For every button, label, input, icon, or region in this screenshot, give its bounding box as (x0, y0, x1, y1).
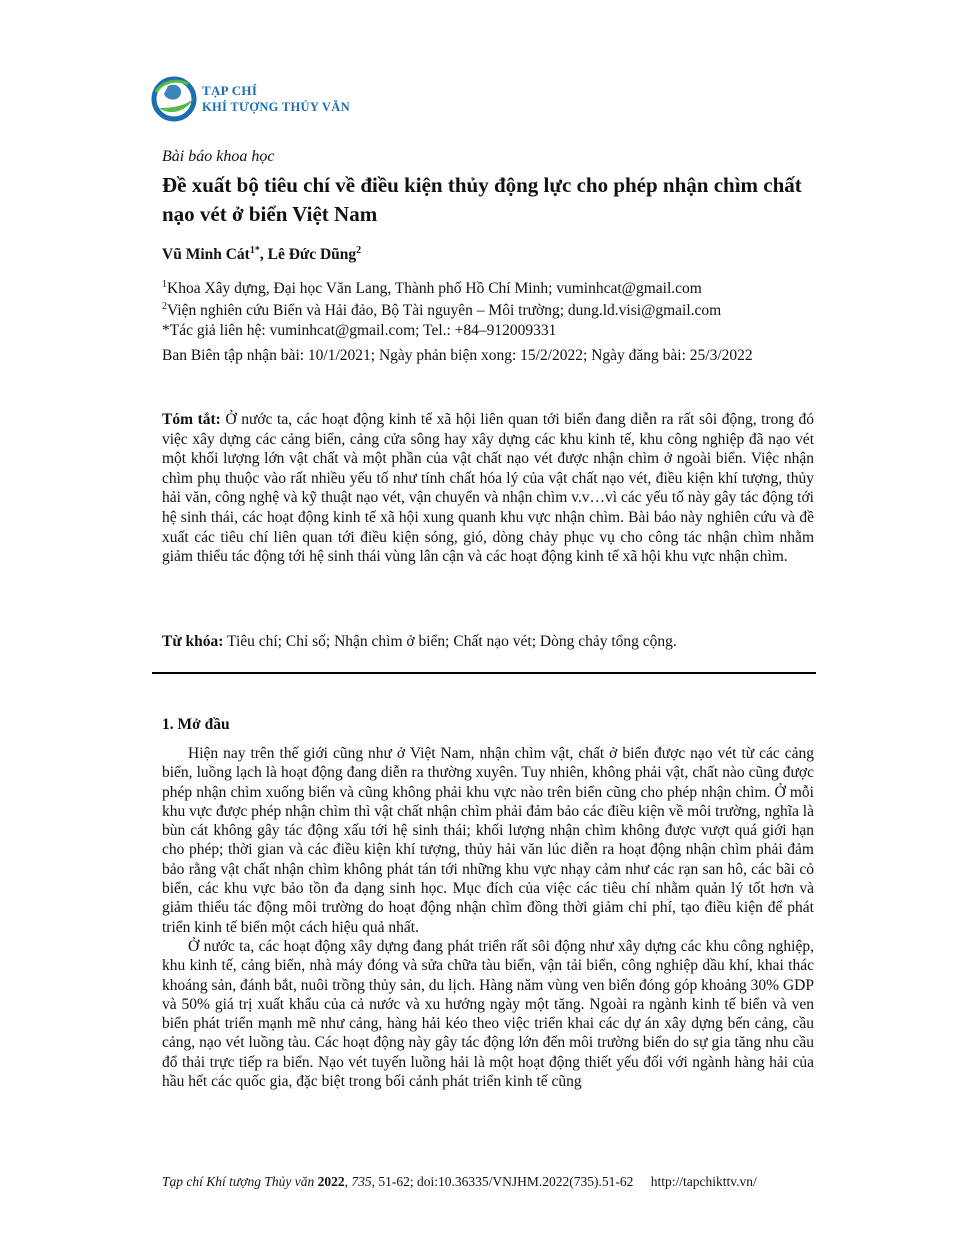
author-2: Lê Đức Dũng (267, 246, 357, 264)
paragraph-2: Ở nước ta, các hoạt động xây dựng đang phát triển rất sôi động như xây dựng các khu công nghiệp, khu kinh tế, cảng biển, nhà máy đóng và sửa chữa tàu biển, vận tải biển, công nghiệp dầu khí, khai thác khoáng sản, đánh bắt, nuôi trồng thủy sản, du lịch. Hàng năm vùng ven biển đóng góp khoảng 30% GDP và 50% giá trị xuất khẩu của cả nước và xu hướng ngày một tăng. Ngoài ra ngành kinh tế biển và ven biển phát triển mạnh mẽ như cảng, hàng hải kéo theo việc triển khai các dự án xây dựng bến cảng, cầu cảng, nạo vét luồng tàu. Các hoạt động này gây tác động lớn đến môi trường biển do sự gia tăng nhu cầu đổ thải trực tiếp ra biển. Nạo vét tuyến luồng hải là một hoạt động thiết yếu đối với ngành hàng hải của hầu hết các quốc gia, đặc biệt trong bối cảnh phát triển kinh tế cũng (162, 937, 814, 1091)
affiliation-2-sup: 2 (162, 301, 167, 312)
footer-year: 2022 (317, 1174, 345, 1189)
logo-line-2: KHÍ TƯỢNG THỦY VĂN (202, 100, 350, 114)
paragraph-1: Hiện nay trên thế giới cũng như ở Việt Nam, nhận chìm vật, chất ở biển được nạo vét từ các cảng biển, luồng lạch là hoạt động đang diễn ra thường xuyên. Tuy nhiên, không phải vật, chất nào cũng được phép nhận chìm xuống biển và cũng không phải khu vực nào trên biển cũng cho phép nhận chìm. Ở mỗi khu vực được phép nhận chìm thì vật chất nhận chìm phải đảm bảo các điều kiện về môi trường, nghĩa là bùn cát không gây tác động xấu tới hệ sinh thái; khối lượng nhận chìm không được vượt quá giới hạn cho phép; thời gian và các điều kiện khí tượng, thủy hải văn lúc diễn ra hoạt động nhận chìm phải đảm bảo rằng vật chất nhận chìm không phát tán tới những khu vực nhạy cảm như các rạn san hô, các bãi cỏ biển, các khu vực bảo tồn đa dạng sinh học. Mục đích của việc các tiêu chí nhằm quản lý tốt hơn và giảm thiểu tác động môi trường do hoạt động nhận chìm đồng thời giảm chi phí, tạo điều kiện để phát triển kinh tế biển một cách hiệu quả nhất. (162, 745, 814, 936)
keywords-text: Tiêu chí; Chỉ số; Nhận chìm ở biển; Chất nạo vét; Dòng chảy tổng cộng. (223, 633, 677, 650)
journal-logo-icon (150, 72, 202, 126)
footer-url[interactable]: http://tapchikttv.vn/ (650, 1174, 757, 1189)
page-footer: Tạp chí Khí tượng Thủy văn 2022, 735, 51-62; doi:10.36335/VNJHM.2022(735).51-62 http://tapchikttv.vn/ (162, 1174, 757, 1189)
abstract (162, 410, 814, 567)
journal-logo-text (202, 83, 350, 115)
author-1-sup: 1* (249, 245, 260, 256)
author-list (162, 245, 814, 264)
footer-pages-doi: , 51-62; doi:10.36335/VNJHM.2022(735).51-62 (371, 1174, 634, 1189)
article-category: Bài báo khoa học (162, 148, 275, 165)
submission-dates: Ban Biên tập nhận bài: 10/1/2021; Ngày phản biện xong: 15/2/2022; Ngày đăng bài: 25/3/2022 (162, 347, 753, 364)
section-divider (152, 672, 816, 674)
affiliation-1-text: Khoa Xây dựng, Đại học Văn Lang, Thành phố Hồ Chí Minh; vuminhcat@gmail.com (167, 280, 702, 298)
abstract-text: Ở nước ta, các hoạt động kinh tế xã hội liên quan tới biển đang diễn ra rất sôi động, trong đó việc xây dựng các cảng biển, cảng cửa sông hay xây dựng các khu kinh tế, khu công nghiệp đã nạo vét một khối lượng lớn vật chất và một phần của vật chất nạo vét được nhận chìm ở ngoài biển. Việc nhận chìm phụ thuộc vào rất nhiều yếu tố như tính chất hóa lý của vật chất nạo vét, điều kiện khí tượng, thủy hải văn, công nghệ và kỹ thuật nạo vét, vận chuyển và nhận chìm v.v…vì các yếu tố này gây tác động tới hệ sinh thái, các hoạt động kinh tế xã hội xung quanh khu vực nhận chìm. Bài báo này nghiên cứu và đề xuất các tiêu chí liên quan tới điều kiện sóng, gió, dòng chảy phục vụ cho công tác nhận chìm nhằm giảm thiểu tác động tới hệ sinh thái vùng lân cận và các hoạt động kinh tế xã hội khu vực nhận chìm. (162, 411, 814, 566)
footer-volume: 735 (351, 1174, 372, 1189)
author-separator: , (259, 246, 268, 264)
section-heading: 1. Mở đầu (162, 716, 230, 733)
keywords (162, 633, 814, 651)
keywords-label: Từ khóa: (162, 633, 224, 650)
affiliation-2-text: Viện nghiên cứu Biển và Hải đảo, Bộ Tài nguyên – Môi trường; dung.ld.visi@gmail.com (167, 302, 722, 320)
journal-logo (150, 72, 400, 126)
author-2-sup: 2 (356, 245, 362, 256)
logo-line-1: TẠP CHÍ (202, 83, 258, 98)
affiliation-2 (162, 296, 814, 322)
corresponding-author: *Tác giả liên hệ: vuminhcat@gmail.com; Tel.: +84–912009331 (162, 322, 557, 339)
affiliation-1-sup: 1 (162, 279, 167, 290)
body-text (162, 744, 814, 1091)
article-title: Đề xuất bộ tiêu chí về điều kiện thủy động lực cho phép nhận chìm chất nạo vét ở biển Việt Nam (162, 173, 802, 226)
author-1: Vũ Minh Cát (162, 246, 250, 264)
abstract-label: Tóm tắt: (162, 411, 221, 428)
footer-journal-name: Tạp chí Khí tượng Thủy văn (162, 1174, 315, 1189)
